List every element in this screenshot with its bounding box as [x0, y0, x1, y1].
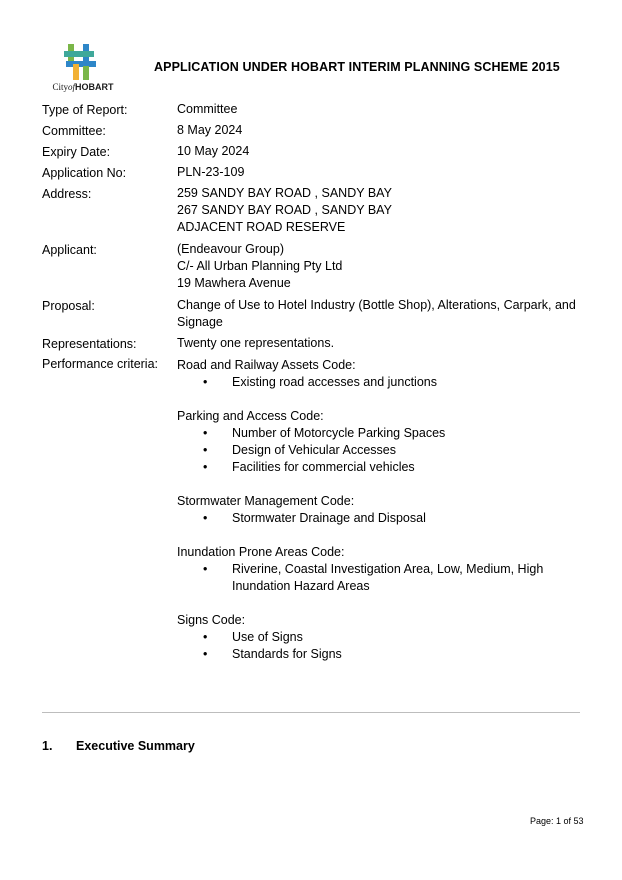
criteria-bullet-text: Inundation Hazard Areas [232, 579, 370, 593]
criteria-bullet-item [177, 442, 597, 459]
field-label: Application No: [42, 166, 127, 180]
field-value-line: 8 May 2024 [177, 123, 243, 137]
bullet-icon: • [203, 443, 208, 457]
field-value-line: Committee [177, 102, 238, 116]
field-value-line: Twenty one representations. [177, 336, 335, 350]
field-label: Type of Report: [42, 103, 128, 117]
field-value [177, 185, 392, 236]
bullet-icon: • [203, 375, 208, 389]
performance-criteria-list [177, 357, 597, 680]
hobart-cross-logo-icon [64, 44, 98, 80]
field-value-line: 267 SANDY BAY ROAD , SANDY BAY [177, 203, 392, 217]
section-divider [42, 712, 580, 713]
criteria-bullet-text: Number of Motorcycle Parking Spaces [232, 426, 446, 440]
field-label: Representations: [42, 337, 137, 351]
field-value-line: ADJACENT ROAD RESERVE [177, 220, 346, 234]
field-value-line: 10 May 2024 [177, 144, 250, 158]
criteria-bullet-text: Stormwater Drainage and Disposal [232, 511, 426, 525]
field-value-line: Change of Use to Hotel Industry (Bottle Shop), Alterations, Carpark, and [177, 298, 576, 312]
bullet-icon: • [203, 562, 208, 576]
field-value [177, 101, 237, 118]
field-value [177, 164, 244, 181]
city-of-hobart-logo [44, 44, 122, 96]
criteria-bullet-text: Design of Vehicular Accesses [232, 443, 396, 457]
criteria-code-group [177, 612, 597, 663]
criteria-code-group [177, 408, 597, 476]
criteria-bullet-item [177, 425, 597, 442]
criteria-code-title: Parking and Access Code: [177, 409, 324, 423]
field-value-line: 259 SANDY BAY ROAD , SANDY BAY [177, 186, 392, 200]
bullet-icon: • [203, 460, 208, 474]
bullet-icon: • [203, 426, 208, 440]
field-value-line: Signage [177, 315, 223, 329]
section-title: Executive Summary [76, 739, 195, 753]
criteria-code-group [177, 544, 597, 595]
field-label: Proposal: [42, 299, 95, 313]
page-number: Page: 1 of 53 [530, 816, 584, 826]
field-value-line: 19 Mawhera Avenue [177, 276, 291, 290]
field-value [177, 122, 242, 139]
criteria-code-title: Signs Code: [177, 613, 246, 627]
field-label: Applicant: [42, 243, 97, 257]
field-value [177, 143, 249, 160]
criteria-bullet-item [177, 629, 597, 646]
bullet-icon: • [203, 647, 208, 661]
criteria-code-group [177, 357, 597, 391]
criteria-bullet-item [177, 646, 597, 663]
criteria-code-title: Inundation Prone Areas Code: [177, 545, 345, 559]
criteria-bullet-text: Use of Signs [232, 630, 303, 644]
document-title: APPLICATION UNDER HOBART INTERIM PLANNING SCHEME 2015 [154, 60, 560, 74]
field-label: Performance criteria: [42, 357, 159, 371]
criteria-bullet-text: Existing road accesses and junctions [232, 375, 437, 389]
field-label: Address: [42, 187, 92, 201]
criteria-code-title: Road and Railway Assets Code: [177, 358, 356, 372]
bullet-icon: • [203, 630, 208, 644]
field-value [177, 297, 576, 331]
field-value-line: (Endeavour Group) [177, 242, 285, 256]
criteria-bullet-text: Facilities for commercial vehicles [232, 460, 415, 474]
field-value [177, 335, 334, 352]
criteria-bullet-text: Riverine, Coastal Investigation Area, Low, Medium, High [232, 562, 544, 576]
criteria-bullet-item [177, 561, 597, 595]
field-value-line: PLN-23-109 [177, 165, 245, 179]
field-value-line: C/- All Urban Planning Pty Ltd [177, 259, 343, 273]
criteria-bullet-item [177, 459, 597, 476]
criteria-bullet-text: Standards for Signs [232, 647, 342, 661]
criteria-bullet-item [177, 374, 597, 391]
field-label: Committee: [42, 124, 106, 138]
bullet-icon: • [203, 511, 208, 525]
field-value [177, 241, 342, 292]
criteria-bullet-item [177, 510, 597, 527]
section-number: 1. [42, 739, 53, 753]
criteria-code-group [177, 493, 597, 527]
field-label: Expiry Date: [42, 145, 111, 159]
criteria-code-title: Stormwater Management Code: [177, 494, 355, 508]
logo-wordmark: CityofHOBART [52, 82, 114, 92]
